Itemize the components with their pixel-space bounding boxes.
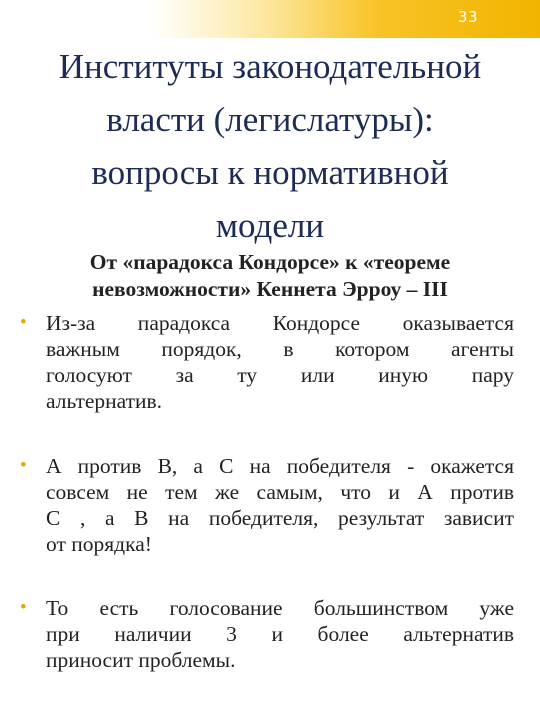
header-bar (0, 0, 540, 38)
bullet-icon: • (20, 455, 27, 476)
bullet-icon: • (20, 597, 27, 618)
bullet-line: совсем не тем же самым, что и А против (46, 480, 514, 504)
slide-title-line: Институты законодательной (58, 47, 482, 86)
bullet-line: важным порядок, в котором агенты (46, 337, 514, 361)
bullet-line: С , а В на победителя, результат зависит (46, 506, 514, 530)
slide-title-line: власти (легислатуры): (106, 100, 434, 139)
slide-title-line: модели (215, 206, 325, 245)
bullet-line: приносит проблемы. (46, 648, 236, 672)
bullet-line: То есть голосование большинством уже (46, 596, 514, 620)
bullet-line: альтернатив. (46, 389, 163, 413)
slide-title (0, 40, 540, 252)
subheading (20, 249, 520, 303)
bullet-item-2 (20, 453, 514, 557)
bullet-line: при наличии 3 и более альтернатив (46, 622, 514, 646)
subheading-line: невозможности» Кеннета Эрроу – III (92, 277, 448, 301)
bullet-line: голосуют за ту или иную пару (46, 363, 514, 387)
bullet-icon: • (20, 312, 27, 333)
bullet-line: от порядка! (46, 532, 152, 556)
bullet-item-3 (20, 595, 514, 673)
subheading-line: От «парадокса Кондорсе» к «теореме (89, 250, 451, 274)
bullet-line: Из-за парадокса Кондорсе оказывается (46, 311, 514, 335)
bullet-item-1 (20, 310, 514, 414)
bullet-line: А против В, а С на победителя - окажется (46, 454, 514, 478)
slide-title-line: вопросы к нормативной (91, 153, 449, 192)
page-number: 33 (457, 8, 478, 26)
